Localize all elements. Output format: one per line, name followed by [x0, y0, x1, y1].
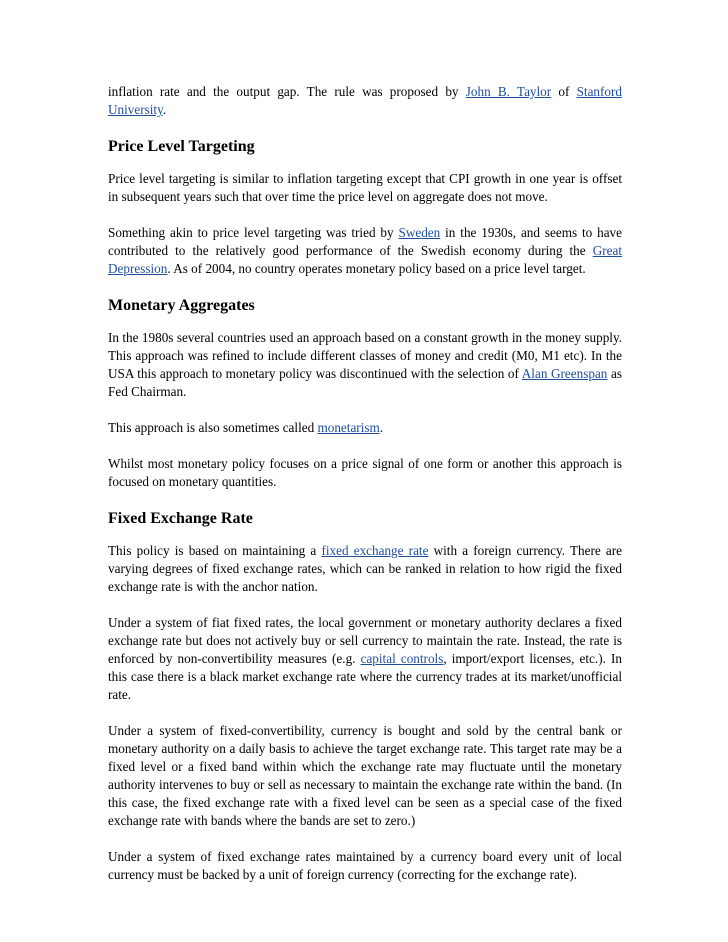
- heading-monetary-aggregates: Monetary Aggregates: [108, 297, 255, 314]
- paragraph-monetary-quantities: Whilst most monetary policy focuses on a price signal of one form or another this approach is focused on monetary quantities.: [108, 456, 622, 489]
- link-alan-greenspan[interactable]: Alan Greenspan: [521, 366, 608, 381]
- paragraph-price-level-targeting: Price level targeting is similar to inflation targeting except that CPI growth in one year is offset in subsequent years such that over time the price level on aggregate does not move.: [108, 171, 622, 204]
- paragraph-monetarism: This approach is also sometimes called monetarism.: [108, 420, 384, 435]
- link-capital-controls[interactable]: capital controls: [360, 651, 444, 666]
- paragraph-fixed-exchange-policy: This policy is based on maintaining a fixed exchange rate with a foreign currency. There are varying degrees of fixed exchange rates, which can be ranked in relation to how rigid the fixed exchange rate is with the anchor nation.: [108, 543, 622, 594]
- paragraph-sweden: Something akin to price level targeting was tried by Sweden in the 1930s, and seems to have contributed to the relatively good performance of the Swedish economy during the Great Depression. As of 2004, no country operates monetary policy based on a price level target.: [108, 225, 623, 276]
- link-stanford-university[interactable]: Stanford University: [108, 84, 622, 117]
- paragraph-fiat-fixed-rates: Under a system of fiat fixed rates, the local government or monetary authority declares a fixed exchange rate but does not actively buy or sell currency to maintain the rate. Instead, the rate is enforced by non-convertibility measures (e.g. capital controls, import/export licenses, etc.). In this case there is a black market exchange rate where the currency trades at its market/unofficial rate.: [108, 615, 622, 702]
- paragraph-fixed-convertibility: Under a system of fixed-convertibility, currency is bought and sold by the central bank or monetary authority on a daily basis to achieve the target exchange rate. This target rate may be a fixed level or a fixed band within which the exchange rate may fluctuate until the monetary authority intervenes to buy or sell as necessary to maintain the exchange rate within the band. (In this case, the fixed exchange rate with a fixed level can be seen as a special case of the fixed exchange rate with bands where the bands are set to zero.): [108, 723, 622, 828]
- link-sweden[interactable]: Sweden: [398, 225, 441, 240]
- paragraph-money-supply: In the 1980s several countries used an approach based on a constant growth in the money supply. This approach was refined to include different classes of money and credit (M0, M1 etc). In the USA this approach to monetary policy was discontinued with the selection of Alan Greenspan as Fed Chairman.: [108, 330, 622, 399]
- link-great-depression[interactable]: Great Depression: [108, 243, 622, 276]
- paragraph-taylor-rule: inflation rate and the output gap. The rule was proposed by John B. Taylor of Stanford University.: [108, 84, 622, 117]
- heading-fixed-exchange-rate: Fixed Exchange Rate: [108, 510, 253, 527]
- heading-price-level-targeting: Price Level Targeting: [108, 138, 255, 155]
- document-body: [108, 83, 622, 902]
- link-fixed-exchange-rate[interactable]: fixed exchange rate: [321, 543, 429, 558]
- paragraph-currency-board: Under a system of fixed exchange rates maintained by a currency board every unit of local currency must be backed by a unit of foreign currency (correcting for the exchange rate).: [108, 849, 622, 882]
- link-monetarism[interactable]: monetarism: [317, 420, 380, 435]
- link-john-b-taylor[interactable]: John B. Taylor: [465, 84, 552, 99]
